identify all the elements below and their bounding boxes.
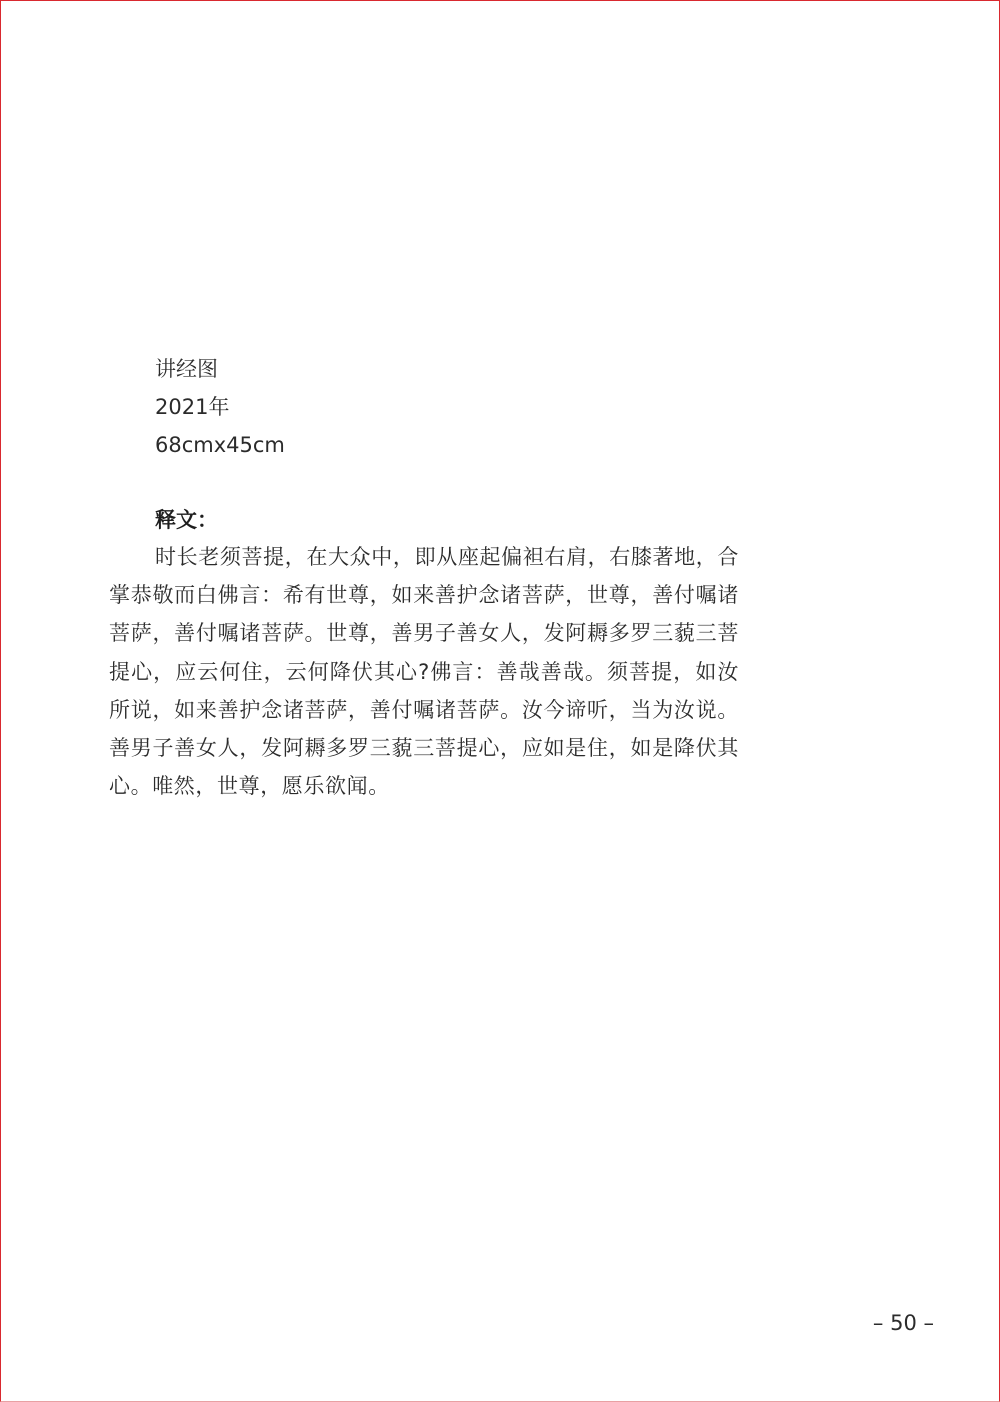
annotation-text: 时长老须菩提，在大众中，即从座起偏袒右肩，右膝著地，合掌恭敬而白佛言：希有世尊，如来善护念诸菩萨，世尊，善付嘱诸菩萨，善付嘱诸菩萨。世尊，善男子善女人，发阿耨多罗三藐三菩提心，应云何住，云何降伏其心?佛言：善哉善哉。须菩提，如汝所说，如来善护念诸菩萨，善付嘱诸菩萨。汝今谛听，当为汝说。善男子善女人，发阿耨多罗三藐三菩提心，应如是住，如是降伏其心。唯然，世尊，愿乐欲闻。 bbox=[109, 545, 739, 799]
artwork-info bbox=[155, 350, 285, 464]
artwork-title: 讲经图 bbox=[155, 357, 218, 381]
page-number: – 50 – bbox=[872, 1311, 934, 1335]
annotation-heading: 释文： bbox=[155, 508, 218, 532]
artwork-year: 2021年 bbox=[155, 395, 230, 419]
artwork-dimensions: 68cmx45cm bbox=[155, 433, 285, 457]
